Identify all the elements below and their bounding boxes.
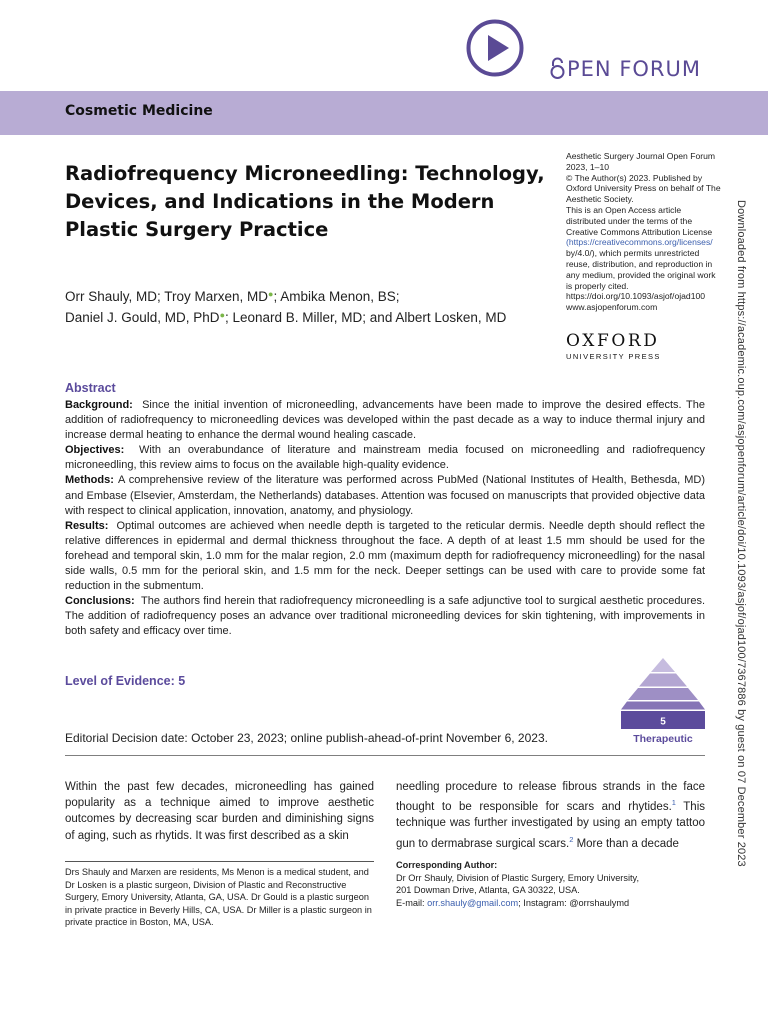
- pubinfo-line: Aesthetic Society.: [566, 194, 634, 205]
- play-icon: [466, 19, 524, 77]
- email-link[interactable]: orr.shauly@gmail.com: [427, 897, 519, 908]
- body-text: needling procedure to release fibrous strands in the face thought to be responsible for scars and rhytides.: [396, 781, 705, 814]
- author-list: [65, 285, 560, 327]
- corresponding-contact: [396, 897, 705, 910]
- open-forum-logo: [549, 57, 701, 81]
- section-label: Cosmetic Medicine: [65, 103, 213, 119]
- level-of-evidence: Level of Evidence: 5: [65, 674, 186, 688]
- objectives-text: With an overabundance of literature and mainstream media focused on microneedling and radiofrequency microneedling, this review aims to focus on the available high-quality evidence.: [65, 444, 705, 472]
- background-label: Background:: [65, 399, 133, 411]
- editorial-dates: Editorial Decision date: October 23, 2023; online publish-ahead-of-print November 6, 2023.: [65, 731, 548, 745]
- reference-2-link[interactable]: 2: [569, 834, 574, 844]
- download-note: Downloaded from https://academic.oup.com/asjopenforum/article/doi/10.1093/asjof/ojad100/7367886 by guest on 07 December 2023: [735, 200, 747, 867]
- corresponding-line2: 201 Dowman Drive, Atlanta, GA 30322, USA.: [396, 885, 580, 896]
- background-text: Since the initial invention of microneedling, advancements have been made to improve the desired effects. The addition of radiofrequency to microneedling devices was developed within the past decade as a way to induce thermal injury and increase dermal heating to enhance the dermal wound healing cascade.: [65, 399, 705, 442]
- open-lock-icon: [549, 57, 566, 79]
- abstract-heading: Abstract: [65, 381, 116, 395]
- corresponding-label: Corresponding Author:: [396, 860, 498, 870]
- pubinfo-line: 2023, 1–10: [566, 161, 610, 172]
- pubinfo-line: by/4.0/), which permits unrestricted: [566, 248, 700, 259]
- pubinfo-line: distributed under the terms of the: [566, 215, 693, 226]
- authors-line1-b: ; Ambika Menon, BS;: [273, 289, 400, 304]
- brand-name: PEN FORUM: [567, 57, 702, 81]
- email-prefix: E-mail:: [396, 897, 428, 908]
- authors-line1-a: Orr Shauly, MD; Troy Marxen, MD: [65, 289, 269, 304]
- body-right-column: [396, 779, 705, 852]
- authors-line2-b: ; Leonard B. Miller, MD; and Albert Losken, MD: [225, 310, 507, 325]
- abstract-background: [65, 398, 705, 443]
- pubinfo-line: © The Author(s) 2023. Published by: [566, 172, 703, 183]
- evidence-category: Therapeutic: [633, 733, 693, 745]
- pubinfo-line: is properly cited.: [566, 280, 629, 291]
- corresponding-author: [396, 859, 705, 909]
- methods-text: A comprehensive review of the literature was performed across PubMed (National Institutes of Health, Bethesda, MD) and Embase (Elsevier, Amsterdam, the Netherlands) databases. Attention was focused on manuscripts that provided objective data with respect to clinical application, innovation, anatomy, and physiology.: [65, 474, 706, 517]
- abstract-body: [65, 398, 705, 640]
- evidence-pyramid-icon: [620, 656, 706, 748]
- footnote-rule: [65, 861, 374, 862]
- divider: [65, 755, 705, 756]
- methods-label: Methods:: [65, 474, 114, 487]
- reference-1-link[interactable]: 1: [671, 798, 676, 808]
- pubinfo-line: Oxford University Press on behalf of The: [566, 183, 721, 194]
- results-text: Optimal outcomes are achieved when needle depth is targeted to the reticular dermis. Needle depth should reflect the relative differences in epidermal and dermal thickness throughout the face. A depth of at least 1.5 mm should be used for the forehead and temporal skin, 1.0 mm for the malar region, 2.0 mm (maximum depth for radiofrequency microneedling) for the nasal side walls, 0.5 mm for the perioral skin, and 1.5 mm for the neck. Deeper settings can be used with care to provide some fat reduction in the submentum.: [65, 519, 705, 593]
- objectives-label: Objectives:: [65, 444, 125, 457]
- pubinfo-line: This is an Open Access article: [566, 204, 682, 215]
- abstract-results: [65, 519, 705, 594]
- instagram-handle: ; Instagram: @orrshaulymd: [518, 897, 630, 908]
- conclusions-label: Conclusions:: [65, 595, 135, 608]
- affiliations-footnote: Drs Shauly and Marxen are residents, Ms Menon is a medical student, and Dr Losken is a plastic surgeon, Division of Plastic and Reconstructive Surgery, Emory University, Atlanta, GA, USA. Dr Gould is a plastic surgeon in private practice in Beverly Hills, CA, USA. Dr Miller is a plastic surgeon in private practice in Boston, MA, USA.: [65, 867, 372, 928]
- pubinfo-line: Aesthetic Surgery Journal Open Forum: [566, 151, 716, 161]
- body-text: This technique was further investigated by using an empty tattoo gun to dermabrase surgical scars.: [396, 801, 705, 850]
- corresponding-line1: Dr Orr Shauly, Division of Plastic Surgery, Emory University,: [396, 872, 640, 883]
- oxford-logo-subtitle: UNIVERSITY PRESS: [566, 352, 661, 361]
- body-text: More than a decade: [573, 837, 679, 850]
- doi-link[interactable]: https://doi.org/10.1093/asjof/ojad100: [566, 291, 706, 302]
- journal-website-link[interactable]: www.asjopenforum.com: [566, 302, 658, 313]
- abstract-methods: [65, 473, 705, 518]
- conclusions-text: The authors find herein that radiofrequency microneedling is a safe adjunctive tool to surgical aesthetic procedures. The addition of radiofrequency poses an advance over traditional microneedling devices for skin tightening, with improvements in both safety and efficacy over time.: [65, 595, 705, 638]
- results-label: Results:: [65, 519, 109, 532]
- orcid-icon[interactable]: ●: [219, 310, 225, 320]
- article-title: Radiofrequency Microneedling: Technology, Devices, and Indications in the Modern Plastic Surgery Practice: [65, 162, 545, 241]
- orcid-icon[interactable]: ●: [268, 289, 274, 299]
- license-link[interactable]: (https://creativecommons.org/licenses/: [566, 237, 713, 248]
- abstract-objectives: [65, 443, 705, 473]
- authors-line2-a: Daniel J. Gould, MD, PhD: [65, 310, 220, 325]
- abstract-conclusions: [65, 594, 705, 639]
- pubinfo-line: Creative Commons Attribution License: [566, 226, 713, 237]
- body-left-column: Within the past few decades, microneedling has gained popularity as a technique aimed to improve aesthetic outcomes by decreasing scar burden and diminishing signs of aging, such as rhytids. It was first described as a skin: [65, 781, 374, 842]
- evidence-level-number: 5: [660, 716, 666, 728]
- publication-info: [566, 151, 721, 313]
- oxford-logo: OXFORD: [566, 331, 660, 351]
- pubinfo-line: reuse, distribution, and reproduction in: [566, 258, 713, 269]
- pubinfo-line: any medium, provided the original work: [566, 269, 716, 280]
